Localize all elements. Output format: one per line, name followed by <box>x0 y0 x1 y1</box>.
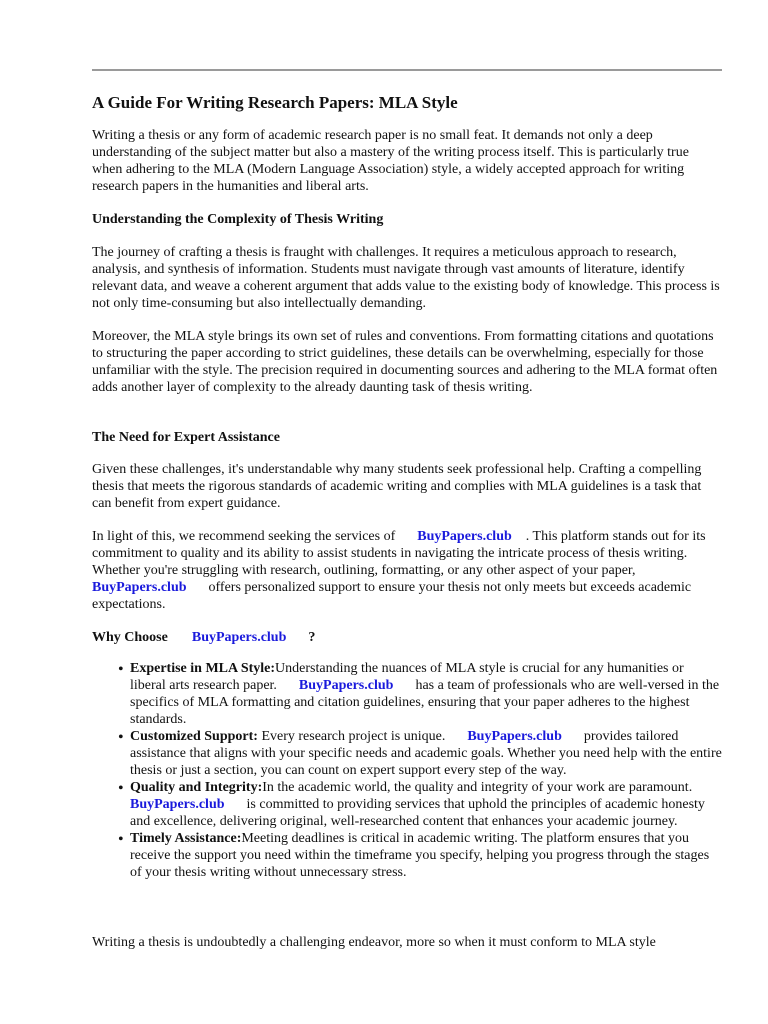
feature-text: Every research project is unique. <box>261 729 446 744</box>
feature-text: Meeting deadlines is critical in academic writing. The platform ensures that you receive the support you need within the timeframe you specify, helping you progress through the stages of your thesis writing without unnecessary stress. <box>130 831 710 880</box>
feature-title: Expertise in MLA Style: <box>130 661 276 676</box>
brand-link[interactable]: BuyPapers.club <box>467 729 562 744</box>
intro-paragraph: Writing a thesis or any form of academic research paper is no small feat. It demands not only a deep understanding of the subject matter but also a mastery of the writing process itself. This is particularly true when adhering to the MLA (Modern Language Association) style, a widely accepted approach for writing research papers in the humanities and liberal arts. <box>92 128 689 194</box>
expert-paragraph-2-text-b: . This platform stands out for its commitment to quality and its ability to assist students in navigating the intricate process of thesis writing. Whether you're struggling with research, outlining, formatting, or any other aspect of your paper, <box>92 529 706 578</box>
brand-link[interactable]: BuyPapers.club <box>417 529 512 544</box>
feature-text: Understanding the nuances of MLA style is crucial for any humanities or liberal arts research paper. <box>130 661 684 693</box>
feature-list <box>92 660 722 881</box>
why-choose-question-mark: ? <box>308 630 316 645</box>
feature-text: has a team of professionals who are well-versed in the specifics of MLA formatting and citation guidelines, ensuring that your paper adheres to the highest standards. <box>130 678 720 727</box>
expert-paragraph-1: Given these challenges, it's understandable why many students seek professional help. Crafting a compelling thesis that meets the rigorous standards of academic writing and complies with MLA guidelines is a task that can benefit from expert guidance. <box>92 462 702 511</box>
bullet-icon: • <box>118 780 124 797</box>
expert-paragraph-2-text-c: offers personalized support to ensure your thesis not only meets but exceeds academic expectations. <box>92 580 692 612</box>
expert-paragraph-2 <box>92 528 722 613</box>
complexity-paragraph-1: The journey of crafting a thesis is fraught with challenges. It requires a meticulous approach to research, analysis, and synthesis of information. Students must navigate through vast amounts of literature, identify relevant data, and weave a coherent argument that adds value to the existing body of knowledge. This process is not only time-consuming but also intellectually demanding. <box>92 245 720 311</box>
expert-paragraph-2-text-a: In light of this, we recommend seeking the services of <box>92 529 396 544</box>
brand-link[interactable]: BuyPapers.club <box>130 797 225 812</box>
bullet-icon: • <box>118 729 124 746</box>
bullet-icon: • <box>118 661 124 678</box>
bullet-icon: • <box>118 831 124 848</box>
feature-title: Timely Assistance: <box>130 831 242 846</box>
complexity-paragraph-2: Moreover, the MLA style brings its own set of rules and conventions. From formatting citations and quotations to structuring the paper according to strict guidelines, these details can be overwhelming, especially for those unfamiliar with the style. The precision required in documenting sources and adhering to the MLA format often adds another layer of complexity to the already daunting task of thesis writing. <box>92 329 718 395</box>
section-heading-complexity: Understanding the Complexity of Thesis Writing <box>92 212 384 227</box>
feature-text: In the academic world, the quality and integrity of your work are paramount. <box>262 780 693 795</box>
brand-link[interactable]: BuyPapers.club <box>298 678 394 693</box>
feature-title: Customized Support: <box>130 729 258 744</box>
brand-link[interactable]: BuyPapers.club <box>191 630 287 645</box>
closing-paragraph: Writing a thesis is undoubtedly a challenging endeavor, more so when it must conform to MLA style <box>92 935 656 950</box>
section-heading-expert: The Need for Expert Assistance <box>92 430 280 445</box>
list-item <box>92 728 722 779</box>
list-item <box>92 660 722 728</box>
feature-text: is committed to providing services that uphold the principles of academic honesty and excellence, delivering original, well-researched content that enhances your academic journey. <box>130 797 705 829</box>
feature-title: Quality and Integrity: <box>130 780 263 795</box>
top-divider <box>92 69 722 71</box>
list-item <box>92 830 722 881</box>
page-title: A Guide For Writing Research Papers: MLA Style <box>92 93 458 112</box>
brand-link[interactable]: BuyPapers.club <box>92 580 187 595</box>
list-item <box>92 779 722 830</box>
section-heading-why-choose <box>92 629 315 646</box>
why-choose-label: Why Choose <box>92 630 168 645</box>
feature-text: provides tailored assistance that aligns with your specific needs and academic goals. Whether you need help with the entire thesis or just a section, you can count on expert support every step of the way. <box>130 729 722 778</box>
